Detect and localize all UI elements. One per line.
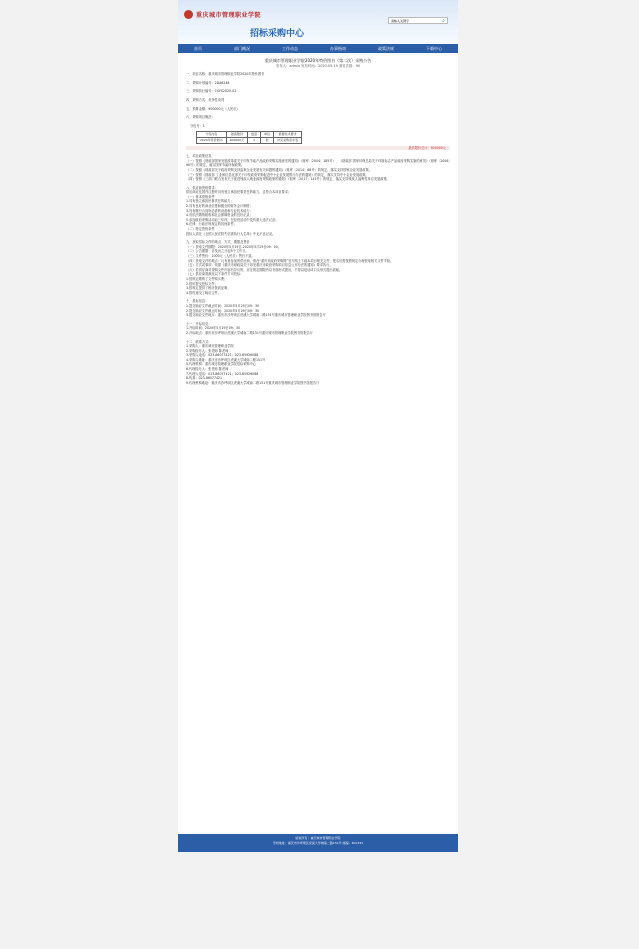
table-cell: 900000元: [226, 137, 247, 143]
table-cell: 1: [248, 137, 261, 143]
open-item: 2.开标地点：重庆市沙坪坝区虎溪大学城南二路151号重庆城市管理职业学院图书馆报告厅: [186, 330, 314, 335]
qual-item: 1.具有独立承担民事责任的能力；: [186, 199, 234, 204]
doc-title: 九、获取招标文件的地点、方式、期限及售价: [186, 240, 250, 245]
page: [178, 0, 458, 852]
policy-item: （三）按照《财政部 工业和信息化部关于印发政府采购促进中小企业发展暂行办法的通知》的规定，落实支持中小企业发展政策。: [186, 172, 369, 177]
site-title: 招标采购中心: [250, 29, 305, 39]
doc-item: 4.按时递交了响应文件。: [186, 290, 221, 295]
nav-item-guide[interactable]: 办事指南: [330, 45, 346, 51]
qual-item: （一）基本资格条件: [186, 194, 215, 199]
qual-item: 供应商应在国内注册并具有独立承担民事责任的能力，且符合本项目要求；: [186, 190, 292, 195]
table-header-cell: 分包内容: [197, 132, 227, 138]
qual-item: 6.法律、行政法规规定的其他条件。: [186, 222, 237, 227]
project-no: 三、采购执行编号：CSYS2020-02: [186, 89, 237, 94]
time-title: 十、投标信息：: [186, 299, 209, 304]
table-cell: 详见采购需求表: [274, 137, 302, 143]
doc-item: （六）若供应商对采购文件内容有异议的，应在规定期限内以书面形式提出，不得以电话或口头形式提出质疑。: [186, 267, 343, 272]
search-input[interactable]: 请输入关键字: [391, 18, 410, 23]
table-cell: 2020年特价图书: [197, 137, 227, 143]
contact-item: 7.代理人电话：023-86077421；023-65926088: [186, 371, 259, 376]
contact-item: 5.代理机构：重庆城市管理职业学院招标采购中心: [186, 362, 256, 367]
policy-title: 七、项目政策信息: [186, 154, 212, 159]
policy-item: （四）按照《三部门联合发布关于促进残疾人就业政府采购政策的通知》（财库〔2017〕141号）的规定，落实支持残疾人福利性单位发展政策。: [186, 177, 390, 182]
doc-item: 2.按时提交投标文件；: [186, 281, 218, 286]
contact-item: 1.采购人：重庆城市管理职业学院: [186, 344, 234, 349]
table-header-cell: 单位: [261, 132, 274, 138]
qual-title: 八、供应商资格要求：: [186, 185, 218, 190]
contact-item: 9.代理机构地址：重庆市沙坪坝区虎溪大学城南二路151号重庆城市管理职业学院图书馆报告厅: [186, 380, 320, 385]
logo-icon: [184, 10, 193, 19]
doc-item: 3.按规定提供了相应资质证明；: [186, 286, 231, 291]
budget: 五、预算金额：900000元（人民币）: [186, 106, 240, 111]
contact-item: 8.传真：023-86077421: [186, 376, 223, 381]
nav-item-news[interactable]: 工作动态: [282, 45, 298, 51]
open-item: 1.开标时间：2020年5月29日09：30: [186, 326, 241, 331]
qual-item: 投标人须在《全国人民法院失信被执行人名单》中无不良记录。: [186, 231, 276, 236]
qual-item: 4.有依法缴纳税收和社会保障资金的良好记录；: [186, 213, 253, 218]
time-item: 1.提交响应文件截止时间：2020年5月29日09：30: [186, 303, 260, 308]
contact-title: 十二、联系方式：: [186, 339, 212, 344]
doc-item: （二）公告期限：自发出之日起5个工作日。: [186, 249, 249, 254]
article-meta: 发布人：admin 发布时间：2020-05-19 浏览次数：90: [275, 63, 361, 68]
table-header-cell: 最高限价: [226, 132, 247, 138]
package: 分包号：1: [190, 123, 205, 128]
logo[interactable]: [184, 10, 261, 19]
nav-item-home[interactable]: 首页: [194, 45, 202, 51]
table-header-cell: 数量: [248, 132, 261, 138]
open-title: 十一、开标信息：: [186, 321, 212, 326]
article-title: 重庆城市管理职业学院2020年特价图书（第二次）采购公告: [264, 58, 372, 63]
main-nav: [178, 44, 458, 53]
qual-item: 5.参加政府采购活动前三年内，在经营活动中没有重大违法记录；: [186, 217, 279, 222]
doc-item: （三）文件售价：1000元（人民币）售后不退。: [186, 254, 255, 258]
logo-text: 重庆城市管理职业学院: [196, 12, 262, 19]
overview: 六、采购项目概况：: [186, 115, 215, 120]
doc-item: （一）获取文件期限：2020年5月19日-2020年5月29日09：00。: [186, 244, 282, 249]
time-item: 3.提交响应文件地点：重庆市沙坪坝区虎溪大学城南二路151号重庆城市管理职业学院图书馆报告厅: [186, 313, 326, 318]
qual-item: 3.具有履行合同所必需的设备和专业技术能力；: [186, 208, 253, 213]
method: 四、采购方式：竞争性谈判: [186, 97, 225, 102]
doc-item: 1.按规定缴纳了文件购买费；: [186, 276, 228, 281]
total-price: 最高限价总计：900000元: [186, 146, 450, 151]
footer-copyright: 版权所有：重庆城市管理职业学院: [295, 836, 341, 840]
nav-item-about[interactable]: 部门概况: [234, 45, 250, 51]
contact-item: 6.代理经办人：张老师 陈老师: [186, 367, 229, 372]
search-icon[interactable]: ⌕: [442, 17, 445, 24]
policy-item: （一）按照《财政部国家发展改革委关于印发节能产品政府采购实施意见的通知》（财库〔2004〕185号）、《财政部 国家环保总局关于环境标志产品政府采购实施的意见》（财库〔2006〕90号）的规定，落实国家节能环保政策。: [186, 158, 450, 168]
policy-item: （二）按照《财政部关于政府采购支持监狱企业发展有关问题的通知》（财库〔2014〕68号）的规定，落实支持国家企业发展政策。: [186, 167, 372, 172]
footer-address: 学校地址：重庆市沙坪坝区虎溪大学城南二路151号 邮编：401331: [272, 841, 364, 845]
doc-item: （五）方式或事项：依据《重庆市财政局关于印发重庆市政府采购项目信息公开办法的通知》要求执行。: [186, 263, 333, 268]
doc-item: （七）供应商需满足以下条件方可投标：: [186, 272, 244, 277]
procurement-no: 二、采购计划编号：2DA6248: [186, 80, 230, 85]
qual-item: （二）特定资格条件: [186, 227, 215, 232]
search-box[interactable]: [388, 17, 448, 24]
contact-item: 4.采购人地址：重庆市沙坪坝区虎溪大学城南二路151号: [186, 357, 266, 362]
package-table: [196, 131, 302, 143]
header: [178, 0, 458, 44]
doc-item: （四）获取文件的地点：凡有意参加的供应商，请在“重庆市政府采购网”官方网上下载本项目相关文件，报名后需按照规定办理获取相关文件手续。: [186, 258, 394, 263]
table-header-cell: 最要技术要求: [274, 132, 302, 138]
project-name: 一、项目名称：重庆城市管理职业学院2020年特价图书: [186, 72, 265, 77]
nav-item-policy[interactable]: 政策法规: [378, 45, 394, 51]
contact-item: 2.采购经办人：张老师 陈老师: [186, 348, 229, 353]
nav-item-download[interactable]: 下载中心: [426, 45, 442, 51]
time-item: 2.提交响应文件截止时间：2020年5月29日09：30: [186, 308, 260, 313]
table-row: [197, 137, 302, 143]
article: [178, 53, 458, 389]
qual-item: 2.具有良好的商业信誉和健全的财务会计制度；: [186, 204, 253, 209]
table-cell: 批: [261, 137, 274, 143]
footer: [178, 834, 458, 852]
contact-item: 3.采购人电话：023-86077421；023-65926088: [186, 353, 259, 358]
